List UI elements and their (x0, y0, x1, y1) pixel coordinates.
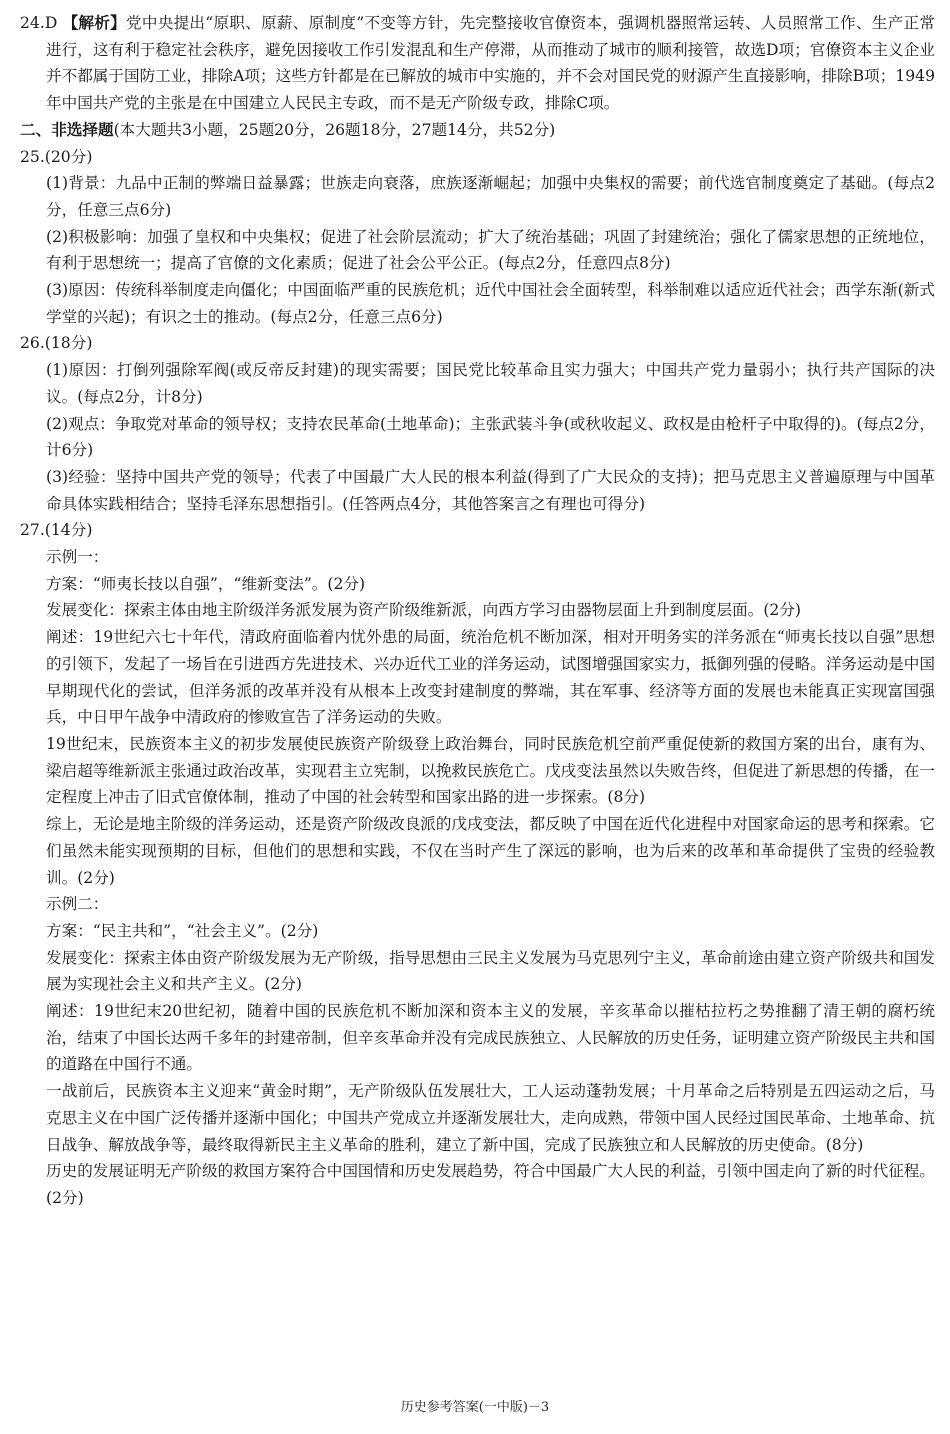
q25-item-3: (3)原因：传统科举制度走向僵化；中国面临严重的民族危机；近代中国社会全面转型，科举制难以适应近代社会；西学东渐(新式学堂的兴起)；有识之士的推动。(每点2分，任意三点6分) (46, 281, 935, 326)
q27-example1-change: 发展变化：探索主体由地主阶级洋务派发展为资产阶级维新派，向西方学习由器物层面上升到制度层面。(2分) (46, 601, 801, 620)
q26-item-2: (2)观点：争取党对革命的领导权；支持农民革命(土地革命)；主张武装斗争(或秋收起义、政权是由枪杆子中取得的)。(每点2分，计6分) (46, 414, 935, 460)
q27-example1-summary: 综上，无论是地主阶级的洋务运动，还是资产阶级改良派的戊戌变法，都反映了中国在近代化进程中对国家命运的思考和探索。它们虽然未能实现预期的目标，但他们的思想和实践，不仅在当时产生了深远的影响，也为后来的改革和革命提供了宝贵的经验教训。(2分) (46, 815, 935, 887)
q27-example1-para1: 阐述：19世纪六七十年代，清政府面临着内忧外患的局面，统治危机不断加深，相对开明务实的洋务派在“师夷长技以自强”思想的引领下，发起了一场旨在引进西方先进技术、兴办近代工业的洋务运动，试图增强国家实力，抵御列强的侵略。洋务运动是中国早期现代化的尝试，但洋务派的改革并没有从根本上改变封建制度的弊端，其在军事、经济等方面的发展也未能真正实现富国强兵，中日甲午战争中清政府的惨败宣告了洋务运动的失败。 (46, 628, 935, 727)
page-footer: 历史参考答案(一中版)－3 (400, 1400, 550, 1415)
q27-example2-summary: 历史的发展证明无产阶级的救国方案符合中国国情和历史发展趋势，符合中国最广大人民的利益，引领中国走向了新的时代征程。(2分) (46, 1162, 935, 1207)
q27-example2-label: 示例二： (46, 895, 109, 914)
q24-analysis-text: 党中央提出“原职、原薪、原制度”不变等方针，先完整接收官僚资本，强调机器照常运转、人员照常工作、生产正常进行，这有利于稳定社会秩序，避免因接收工作引发混乱和生产停滞，从而推动了城市的顺利接管，故选D项；官僚资本主义企业并不都属于国防工业，排除A项；这些方针都是在已解放的城市中实施的，并不会对国民党的财源产生直接影响，排除B项；1949年中国共产党的主张是在中国建立人民民主专政，而不是无产阶级专政，排除C项。 (46, 14, 935, 113)
answer-page (20, 10, 935, 1212)
q24-choice: D (44, 14, 58, 32)
q27-example2-para2: 一战前后，民族资本主义迎来“黄金时期”，无产阶级队伍发展壮大，工人运动蓬勃发展；十月革命之后特别是五四运动之后，马克思主义在中国广泛传播并逐渐中国化；中国共产党成立并逐渐发展壮大，走向成熟，带领中国人民经过国民革命、土地革命、抗日战争、解放战争等，最终取得新民主主义革命的胜利，建立了新中国，完成了民族独立和人民解放的历史使命。(8分) (46, 1082, 935, 1154)
q25-item-2: (2)积极影响：加强了皇权和中央集权；促进了社会阶层流动；扩大了统治基础；巩固了封建统治；强化了儒家思想的正统地位，有利于思想统一；提高了官僚的文化素质；促进了社会公平公正。(每点2分，任意四点8分) (46, 227, 935, 273)
q26-item-3: (3)经验：坚持中国共产党的领导；代表了中国最广大人民的根本利益(得到了广大民众的支持)；把马克思主义普遍原理与中国革命具体实践相结合；坚持毛泽东思想指引。(任答两点4分，其他答案言之有理也可得分) (46, 467, 935, 513)
q27-example1-plan: 方案：“师夷长技以自强”，“维新变法”。(2分) (46, 574, 366, 593)
q26-heading: 26.(18分) (20, 334, 93, 353)
q24-analysis-tag: 【解析】 (62, 13, 126, 32)
q25-item-1: (1)背景：九品中正制的弊端日益暴露；世族走向衰落，庶族逐渐崛起；加强中央集权的需要；前代选官制度奠定了基础。(每点2分，任意三点6分) (46, 174, 935, 219)
section2-title: 二、非选择题 (20, 119, 114, 139)
q24-answer (20, 10, 935, 117)
q26-item-1: (1)原因：打倒列强除军阀(或反帝反封建)的现实需要；国民党比较革命且实力强大；中国共产党力量弱小；执行共产国际的决议。(每点2分，计8分) (46, 361, 935, 406)
q27-example1-para2: 19世纪末，民族资本主义的初步发展使民族资产阶级登上政治舞台，同时民族危机空前严重促使新的救国方案的出台，康有为、梁启超等维新派主张通过政治改革，实现君主立宪制，以挽救民族危亡。戊戌变法虽然以失败告终，但促进了新思想的传播，在一定程度上冲击了旧式官僚体制，推动了中国的社会转型和国家出路的进一步探索。(8分) (46, 734, 935, 807)
q27-example2-para1: 阐述：19世纪末20世纪初，随着中国的民族危机不断加深和资本主义的发展，辛亥革命以摧枯拉朽之势推翻了清王朝的腐朽统治，结束了中国长达两千多年的封建帝制，但辛亥革命并没有完成民族独立、人民解放的历史任务，证明建立资产阶级民主共和国的道路在中国行不通。 (46, 1002, 935, 1074)
q24-number: 24. (20, 14, 45, 32)
q27-example2-change: 发展变化：探索主体由资产阶级发展为无产阶级，指导思想由三民主义发展为马克思列宁主义，革命前途由建立资产阶级共和国发展为实现社会主义和共产主义。(2分) (46, 948, 935, 994)
q27-heading: 27.(14分) (20, 521, 93, 540)
q25-heading: 25.(20分) (20, 147, 93, 166)
section2-heading (20, 117, 935, 144)
q27-example1-label: 示例一： (46, 548, 109, 567)
q27-example2-plan: 方案：“民主共和”，“社会主义”。(2分) (46, 921, 319, 940)
section2-desc: (本大题共3小题，25题20分，26题18分，27题14分，共52分) (113, 120, 556, 139)
